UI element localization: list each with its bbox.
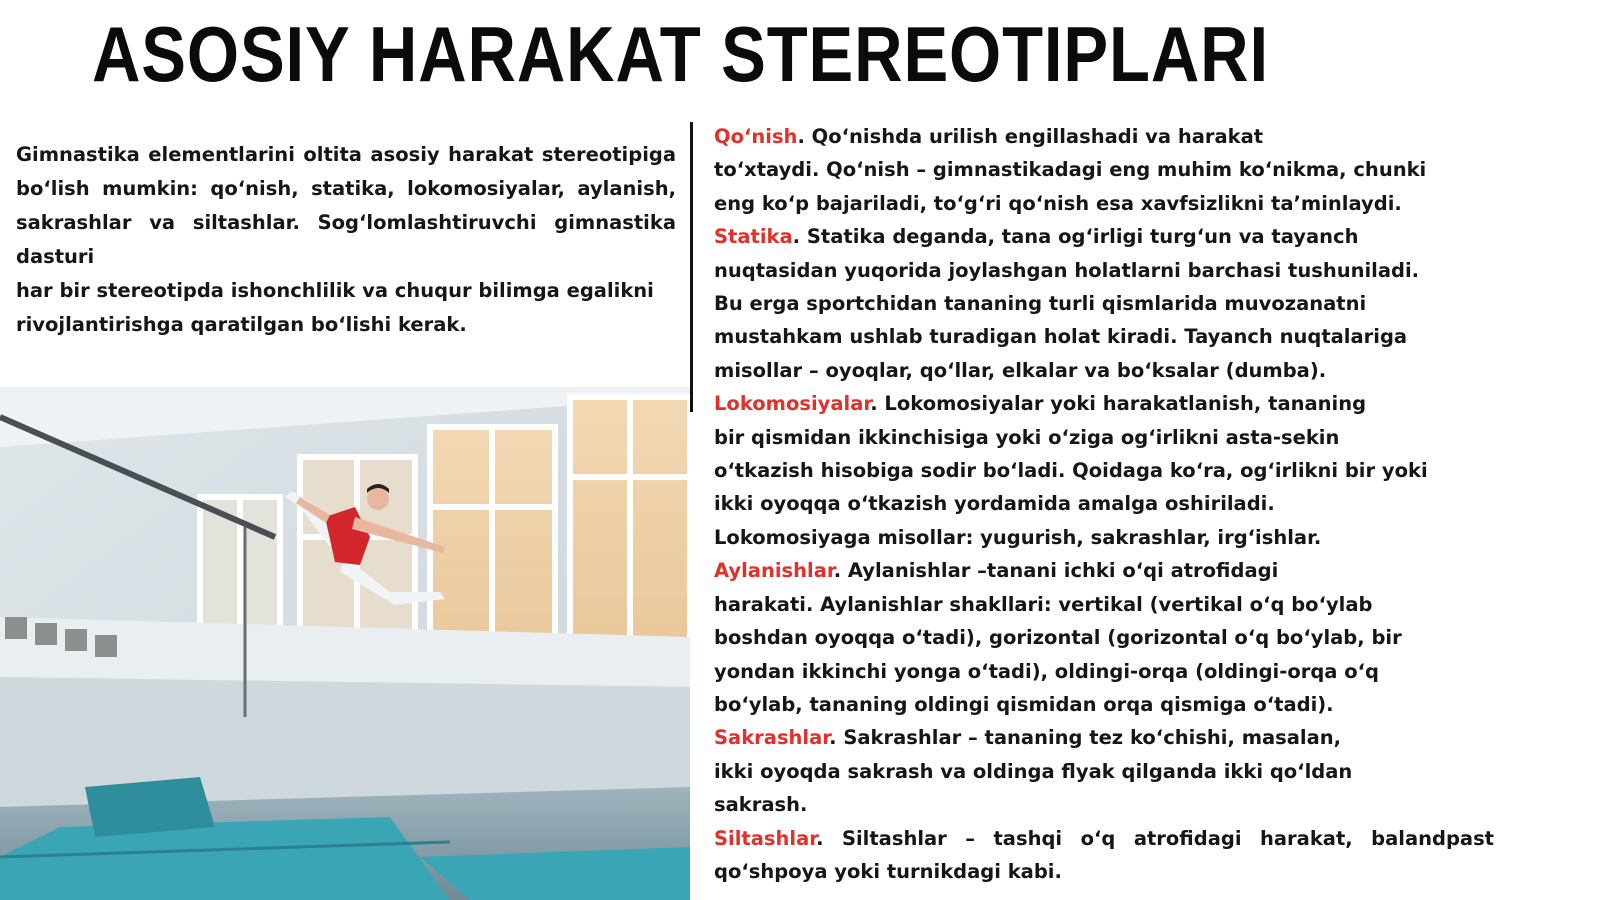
text-line: eng ko‘p bajariladi, to‘g‘ri qo‘nish esa xavfsizlikni ta’minlaydi. bbox=[714, 191, 1402, 215]
section-statika bbox=[714, 220, 1494, 387]
stereotypes-text bbox=[714, 120, 1494, 888]
section-lokomosiyalar bbox=[714, 387, 1494, 554]
text-line: misollar – oyoqlar, qo‘llar, elkalar va bo‘ksalar (dumba). bbox=[714, 358, 1327, 382]
text-line: ikki oyoqqa o‘tkazish yordamida amalga oshiriladi. bbox=[714, 492, 1275, 516]
text-line: . Siltashlar – tashqi o‘q atrofidagi harakat, balandpast bbox=[816, 826, 1494, 850]
text-line: . Lokomosiyalar yoki harakatlanish, tananing bbox=[870, 392, 1367, 416]
intro-paragraph-1: Gimnastika elementlarini oltita asosiy harakat stereotipiga bo‘lish mumkin: qo‘nish, statika, lokomosiyalar, aylanish, sakrashlar va siltashlar. Sog‘lomlashtiruvchi gimnastika dasturi bbox=[16, 143, 676, 268]
section-siltashlar bbox=[714, 822, 1494, 889]
text-line: yondan ikkinchi yonga o‘tadi), oldingi-orqa (oldingi-orqa o‘q bbox=[714, 659, 1380, 683]
text-line: ikki oyoqda sakrash va oldinga flyak qilganda ikki qo‘ldan bbox=[714, 759, 1353, 783]
section-sakrashlar bbox=[714, 721, 1494, 821]
text-line: boshdan oyoqqa o‘tadi), gorizontal (gorizontal o‘q bo‘ylab, bir bbox=[714, 626, 1402, 650]
term-lokomosiyalar: Lokomosiyalar bbox=[714, 392, 871, 416]
text-line: o‘tkazish hisobiga sodir bo‘ladi. Qoidaga ko‘ra, og‘irlikni bir yoki bbox=[714, 459, 1428, 483]
term-statika: Statika bbox=[714, 225, 793, 249]
text-line: to‘xtaydi. Qo‘nish – gimnastikadagi eng muhim ko‘nikma, chunki bbox=[714, 158, 1427, 182]
text-line: bo‘ylab, tananing oldingi qismidan orqa qismiga o‘tadi). bbox=[714, 692, 1334, 716]
text-line: . Sakrashlar – tananing tez ko‘chishi, masalan, bbox=[829, 726, 1342, 750]
term-qonish: Qo‘nish bbox=[714, 125, 798, 148]
text-line: Bu erga sportchidan tananing turli qismlarida muvozanatni bbox=[714, 292, 1367, 316]
term-sakrashlar: Sakrashlar bbox=[714, 726, 830, 750]
text-line: mustahkam ushlab turadigan holat kiradi. Tayanch nuqtalariga bbox=[714, 325, 1408, 349]
intro-text bbox=[16, 138, 676, 342]
column-divider bbox=[690, 122, 693, 412]
text-line: nuqtasidan yuqorida joylashgan holatlarni barchasi tushuniladi. bbox=[714, 258, 1420, 282]
text-line: qo‘shpoya yoki turnikdagi kabi. bbox=[714, 859, 1062, 883]
text-line: harakati. Aylanishlar shakllari: vertikal (vertikal o‘q bo‘ylab bbox=[714, 592, 1373, 616]
text-line: sakrash. bbox=[714, 793, 808, 817]
section-aylanishlar bbox=[714, 554, 1494, 721]
text-line: . Statika deganda, tana og‘irligi turg‘un va tayanch bbox=[792, 225, 1359, 249]
term-aylanishlar: Aylanishlar bbox=[714, 559, 834, 583]
text-line: . Qo‘nishda urilish engillashadi va harakat bbox=[797, 125, 1264, 148]
text-line: Lokomosiyaga misollar: yugurish, sakrashlar, irg‘ishlar. bbox=[714, 525, 1322, 549]
intro-paragraph-2: har bir stereotipda ishonchlilik va chuqur bilimga egalikni rivojlantirishga qaratilgan bo‘lishi kerak. bbox=[16, 279, 654, 336]
text-line: bir qismidan ikkinchisiga yoki o‘ziga og‘irlikni asta-sekin bbox=[714, 425, 1340, 449]
text-line: . Aylanishlar –tanani ichki o‘qi atrofidagi bbox=[833, 559, 1279, 583]
gymnast-photo bbox=[0, 387, 690, 900]
section-qonish bbox=[714, 120, 1494, 220]
page-title: ASOSIY HARAKAT STEREOTIPLARI bbox=[92, 10, 1269, 98]
term-siltashlar: Siltashlar bbox=[714, 826, 817, 850]
